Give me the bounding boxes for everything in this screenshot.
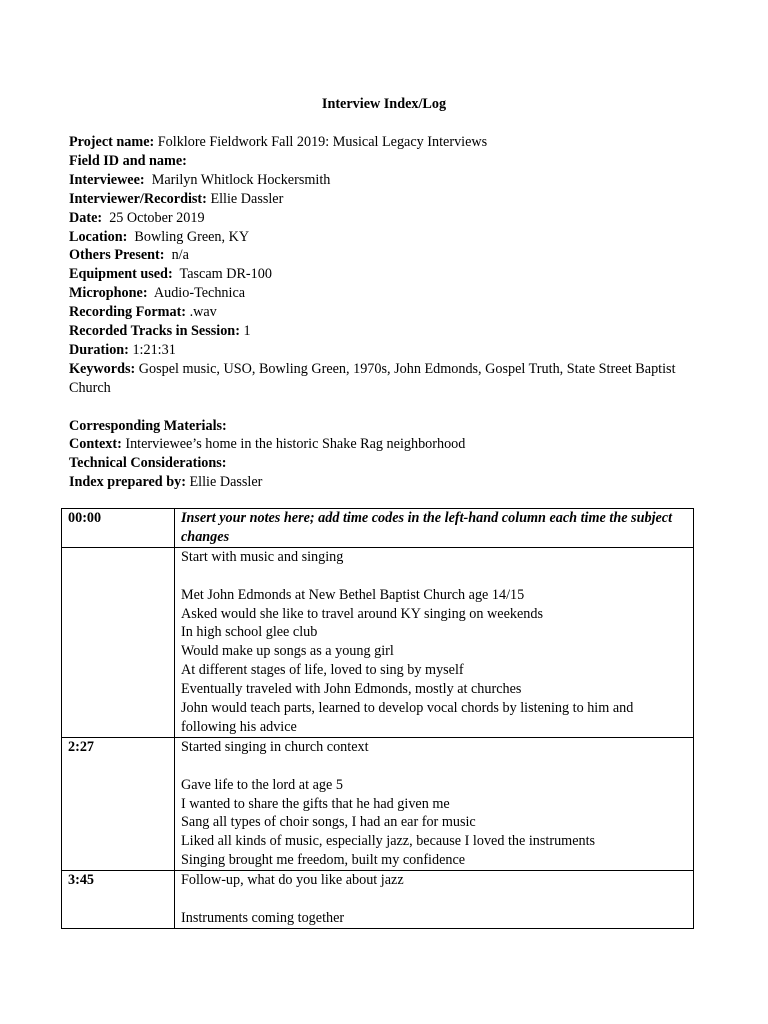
table-header-row: [62, 509, 694, 548]
note-line: I wanted to share the gifts that he had given me: [181, 795, 450, 812]
time-code-cell: [62, 547, 175, 737]
field-value: Marilyn Whitlock Hockersmith: [151, 171, 331, 188]
notes-cell: [175, 737, 694, 870]
spacer: [181, 757, 687, 776]
field-value: Audio-Technica: [153, 285, 246, 302]
field-keywords: [69, 360, 699, 398]
time-code-cell: 3:45: [62, 871, 175, 929]
field-others-present: [69, 246, 699, 265]
field-recording-format: [69, 303, 699, 322]
note-line: Liked all kinds of music, especially jazz, because I loved the instruments: [181, 833, 596, 850]
field-interviewer: [69, 190, 699, 209]
field-label: Technical Considerations:: [69, 455, 227, 472]
field-context: [69, 435, 699, 454]
page-title: Interview Index/Log: [321, 96, 447, 112]
field-index-prepared-by: [69, 473, 699, 492]
field-value: Interviewee’s home in the historic Shake Rag neighborhood: [125, 436, 466, 453]
field-label: Interviewer/Recordist:: [69, 190, 207, 207]
field-technical: [69, 454, 699, 473]
field-label: Microphone:: [69, 285, 148, 302]
field-project-name: [69, 133, 699, 152]
field-label: Location:: [69, 228, 128, 245]
note-line: Instruments coming together: [181, 909, 345, 926]
field-value: .wav: [189, 304, 217, 321]
note-line: Gave life to the lord at age 5: [181, 776, 343, 793]
field-label: Interviewee:: [69, 171, 145, 188]
field-label: Recording Format:: [69, 304, 187, 321]
note-line: Singing brought me freedom, built my confidence: [181, 852, 466, 869]
field-corresponding-materials: [69, 417, 699, 436]
field-value: Ellie Dassler: [210, 190, 284, 207]
note-line: Met John Edmonds at New Bethel Baptist Church age 14/15: [181, 586, 525, 603]
field-label: Context:: [69, 436, 122, 453]
field-equipment: [69, 265, 699, 284]
field-duration: [69, 341, 699, 360]
field-label: Field ID and name:: [69, 152, 187, 169]
log-table: [61, 508, 694, 929]
note-line: Asked would she like to travel around KY singing on weekends: [181, 605, 543, 622]
note-line: At different stages of life, loved to sing by myself: [181, 662, 464, 679]
note-line: John would teach parts, learned to develop vocal chords by listening to him and following his advice: [181, 700, 634, 735]
field-interviewee: [69, 171, 699, 190]
time-code-cell: 2:27: [62, 737, 175, 870]
field-label: Equipment used:: [69, 266, 173, 283]
field-date: [69, 209, 699, 228]
notes-cell: [175, 547, 694, 737]
field-value: n/a: [171, 247, 189, 264]
field-location: [69, 228, 699, 247]
field-label: Keywords:: [69, 360, 136, 377]
note-line: In high school glee club: [181, 624, 318, 641]
note-line: Sang all types of choir songs, I had an ear for music: [181, 814, 476, 831]
field-recorded-tracks: [69, 322, 699, 341]
field-value: Gospel music, USO, Bowling Green, 1970s, John Edmonds, Gospel Truth, State Street Baptist Church: [69, 360, 676, 396]
field-value: Ellie Dassler: [189, 474, 263, 491]
metadata-fields: [69, 133, 699, 492]
field-value: Bowling Green, KY: [134, 228, 250, 245]
field-field-id: [69, 152, 699, 171]
field-value: Tascam DR-100: [179, 266, 272, 283]
note-line: Would make up songs as a young girl: [181, 643, 394, 660]
field-value: 1:21:31: [132, 341, 176, 358]
spacer: [69, 398, 699, 417]
note-line: Eventually traveled with John Edmonds, mostly at churches: [181, 681, 522, 698]
table-row: [62, 547, 694, 737]
time-code-cell: 00:00: [62, 509, 175, 548]
table-row: [62, 737, 694, 870]
table-row: [62, 871, 694, 929]
field-label: Project name:: [69, 134, 155, 150]
field-value: Folklore Fieldwork Fall 2019: Musical Legacy Interviews: [157, 134, 488, 150]
field-label: Duration:: [69, 341, 129, 358]
notes-cell: Insert your notes here; add time codes in the left-hand column each time the subject changes: [175, 509, 694, 548]
field-label: Date:: [69, 209, 103, 226]
field-value: 1: [243, 323, 251, 340]
note-line: Started singing in church context: [181, 738, 369, 755]
field-label: Others Present:: [69, 247, 165, 264]
field-microphone: [69, 284, 699, 303]
note-line: Start with music and singing: [181, 548, 344, 565]
field-label: Corresponding Materials:: [69, 417, 227, 434]
note-line: Follow-up, what do you like about jazz: [181, 872, 404, 889]
spacer: [181, 567, 687, 586]
field-value: 25 October 2019: [109, 209, 205, 226]
spacer: [181, 890, 687, 909]
notes-cell: [175, 871, 694, 929]
field-label: Index prepared by:: [69, 474, 186, 491]
field-label: Recorded Tracks in Session:: [69, 323, 240, 340]
